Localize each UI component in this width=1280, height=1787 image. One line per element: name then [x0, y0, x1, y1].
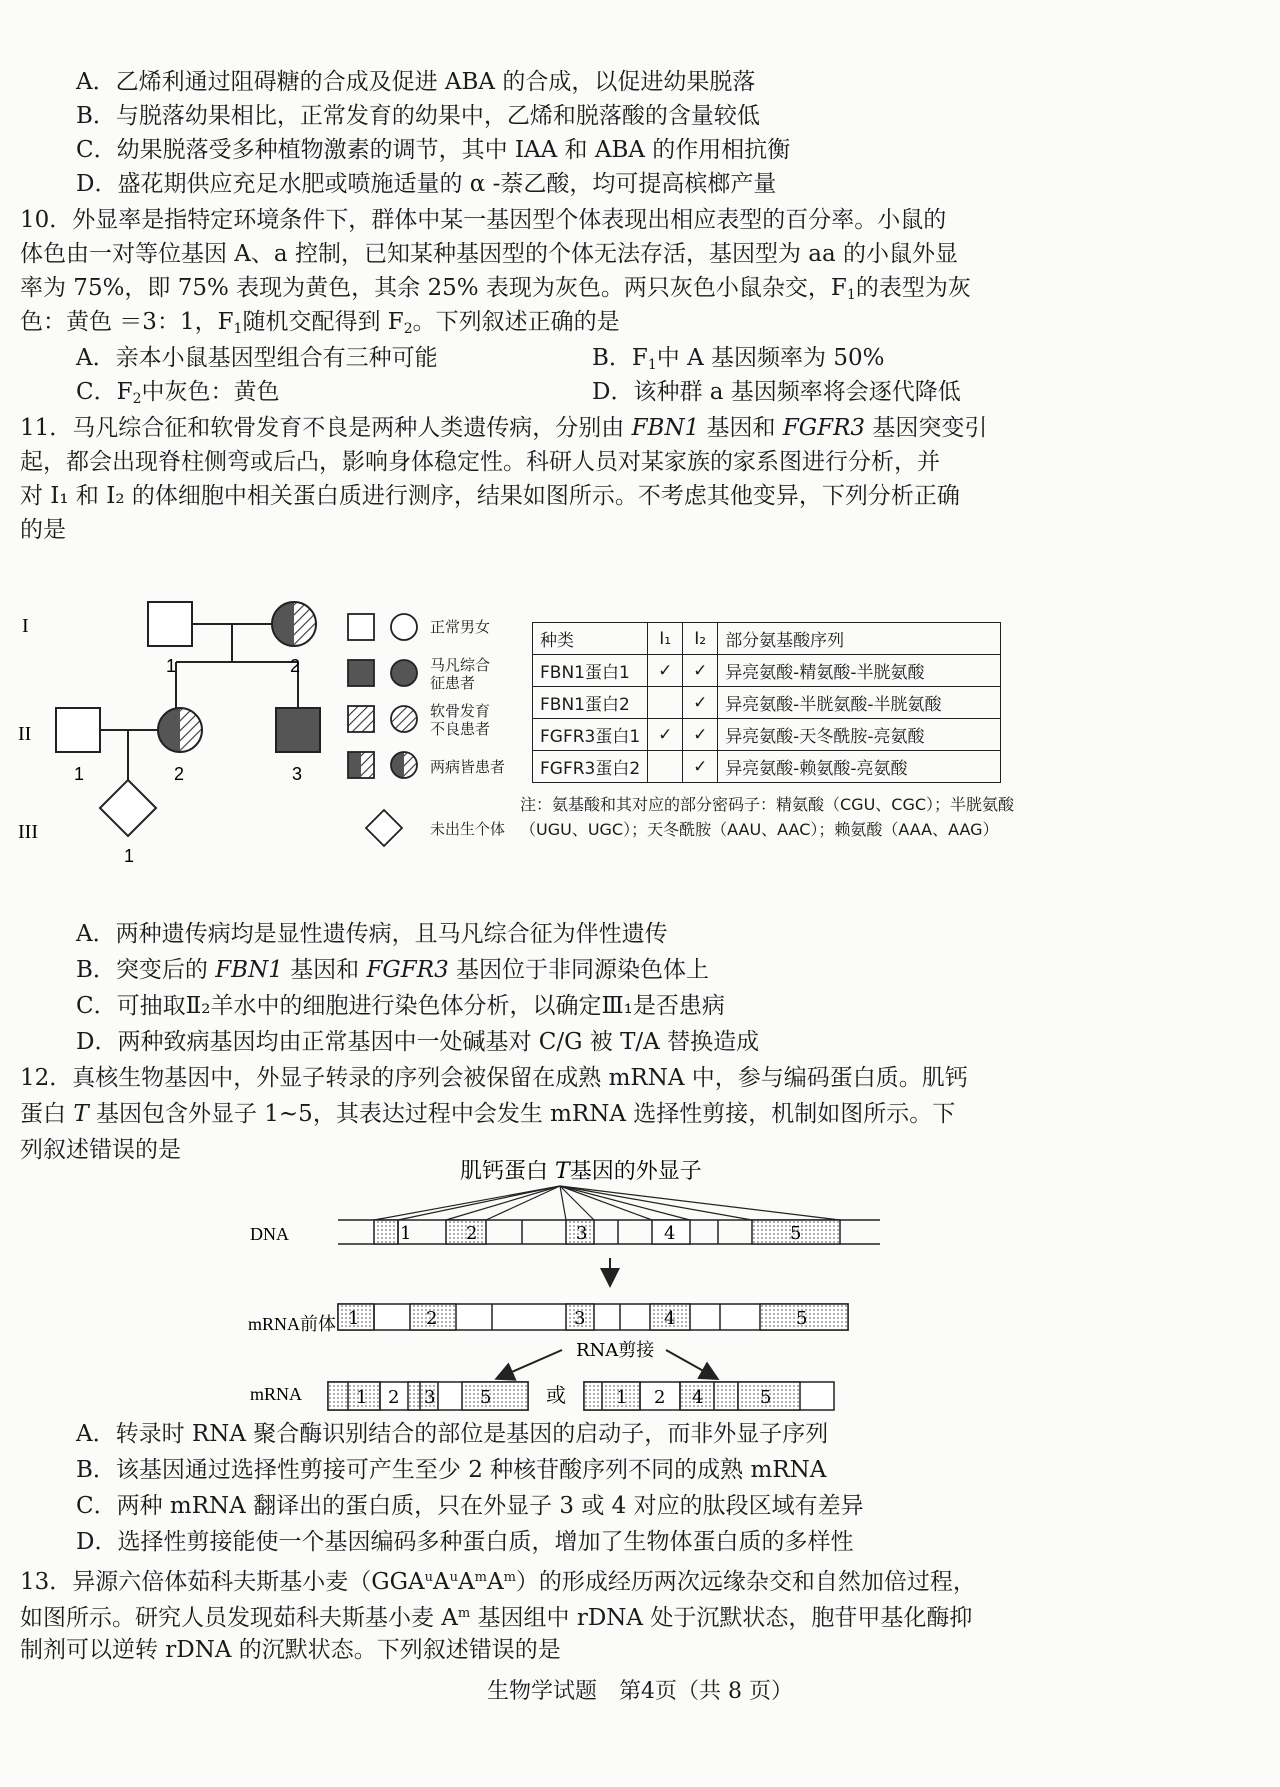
premrna-exon-label: 3	[574, 1308, 586, 1329]
ind-label: 2	[174, 764, 185, 784]
q12-option-c: C．两种 mRNA 翻译出的蛋白质，只在外显子 3 或 4 对应的肽段区域有差异	[76, 1493, 864, 1519]
table-cell: ✓	[683, 751, 718, 783]
q11-option-c: C．可抽取Ⅱ₂羊水中的细胞进行染色体分析，以确定Ⅲ₁是否患病	[76, 993, 725, 1019]
row-label-premrna: mRNA前体	[248, 1314, 337, 1334]
mrna-b-exon-label: 2	[654, 1387, 666, 1408]
table-header-row	[533, 623, 1001, 655]
mrna-b-exon-label: 4	[692, 1387, 704, 1408]
q11-option-d: D．两种致病基因均由正常基因中一处碱基对 C/G 被 T/A 替换造成	[76, 1029, 760, 1055]
q10-option-c: C．$F_2$中灰色：黄色	[76, 379, 280, 407]
pedigree-II3	[276, 708, 320, 752]
row-label-mrna: mRNA	[250, 1384, 303, 1404]
dna-exon-label: 1	[400, 1223, 412, 1244]
gen-label-III: III	[18, 821, 38, 843]
gen-label-II: II	[18, 723, 32, 745]
table-cell: 异亮氨酸-天冬酰胺-亮氨酸	[718, 719, 1001, 751]
q13-line-1: 13．异源六倍体茹科夫斯基小麦$(GGA^uA^uA^mA^m)$的形成经历两次远缘杂交和自然加倍过程，	[20, 1569, 976, 1595]
ind-label: 1	[124, 846, 135, 866]
table-header: I₁	[648, 623, 683, 655]
q10-line-3: 率为 75%，即 75% 表现为黄色，其余 25% 表现为灰色。两只灰色小鼠杂交，$F_1$的表型为灰	[20, 275, 971, 303]
table-cell: 异亮氨酸-半胱氨酸-半胱氨酸	[718, 687, 1001, 719]
premrna-exon-label: 5	[796, 1308, 808, 1329]
table-cell: FBN1蛋白2	[533, 687, 648, 719]
dna-exon-label: 5	[790, 1223, 802, 1244]
q11-line-3: 对 I₁ 和 I₂ 的体细胞中相关蛋白质进行测序，结果如图所示。不考虑其他变异，下列分析正确	[20, 483, 960, 509]
table-header: I₂	[683, 623, 718, 655]
page-footer: 生物学试题 第4页（共 8 页）	[487, 1679, 793, 1704]
legend-square-marfan	[348, 660, 374, 686]
dna-exon-label: 4	[664, 1223, 676, 1244]
q10-line-4: 色：黄色 ＝3：1，$F_1$随机交配得到 $F_2$。下列叙述正确的是	[20, 309, 620, 337]
q11-line-2: 起，都会出现脊柱侧弯或后凸，影响身体稳定性。科研人员对某家族的家系图进行分析，并	[20, 449, 940, 475]
protein-sequence-table	[532, 622, 1001, 783]
legend-label-both: 两病皆患者	[430, 758, 506, 776]
table-cell	[648, 687, 683, 719]
legend-diamond	[366, 810, 402, 846]
q11-line-1: 11．马凡综合征和软骨发育不良是两种人类遗传病，分别由 FBN1 基因和 FGFR3 基因突变引	[20, 415, 988, 441]
table-row	[533, 655, 1001, 687]
or-label: 或	[546, 1383, 566, 1407]
legend-square-both	[348, 752, 374, 778]
mrna-b-exon-label: 5	[760, 1387, 772, 1408]
q12-option-d: D．选择性剪接能使一个基因编码多种蛋白质，增加了生物体蛋白质的多样性	[76, 1529, 854, 1555]
gen-label-I: I	[22, 615, 29, 637]
table-cell: ✓	[683, 655, 718, 687]
q12-option-a: A．转录时 RNA 聚合酶识别结合的部位是基因的启动子，而非外显子序列	[76, 1421, 829, 1447]
pedigree-II2	[158, 708, 202, 752]
table-cell: 异亮氨酸-精氨酸-半胱氨酸	[718, 655, 1001, 687]
ind-label: 1	[74, 764, 85, 784]
splice-label: RNA剪接	[576, 1340, 655, 1361]
q10-option-a: A．亲本小鼠基因型组合有三种可能	[76, 345, 438, 371]
q10-line-2: 体色由一对等位基因 A、a 控制，已知某种基因型的个体无法存活，基因型为 aa 的小鼠外显	[20, 241, 958, 267]
row-label-dna: DNA	[250, 1224, 289, 1244]
q11-line-4: 的是	[20, 517, 66, 543]
legend-square-normal	[348, 614, 374, 640]
q10-option-d: D．该种群 a 基因频率将会逐代降低	[592, 379, 961, 405]
mrna-a-exon-label: 5	[480, 1387, 492, 1408]
pedigree-I2	[272, 602, 316, 646]
q12-line-2: 蛋白 T 基因包含外显子 1~5，其表达过程中会发生 mRNA 选择性剪接，机制如图所示。下	[20, 1101, 956, 1127]
table-header: 种类	[533, 623, 648, 655]
legend-circle-achondro	[391, 706, 417, 732]
gene-splicing-diagram	[240, 1160, 960, 1420]
table-row	[533, 687, 1001, 719]
legend-circle-normal	[391, 614, 417, 640]
q12-line-1: 12．真核生物基因中，外显子转录的序列会被保留在成熟 mRNA 中，参与编码蛋白质。肌钙	[20, 1065, 968, 1091]
legend-label-marfan: 马凡综合征患者	[430, 656, 491, 692]
table-cell: FGFR3蛋白2	[533, 751, 648, 783]
legend-label-normal: 正常男女	[430, 618, 491, 636]
pedigree-II1	[56, 708, 100, 752]
legend-label-achondro: 软骨发育不良患者	[430, 702, 491, 738]
dna-exon-label: 2	[466, 1223, 478, 1244]
premrna-exon-label: 2	[426, 1308, 438, 1329]
q11-option-b: B．突变后的 FBN1 基因和 FGFR3 基因位于非同源染色体上	[76, 957, 710, 983]
pedigree-III1	[100, 780, 156, 836]
q12-line-3: 列叙述错误的是	[20, 1137, 181, 1163]
mrna-a-exon-label: 2	[388, 1387, 400, 1408]
table-cell: FGFR3蛋白1	[533, 719, 648, 751]
q11-option-a: A．两种遗传病均是显性遗传病，且马凡综合征为伴性遗传	[76, 921, 668, 947]
table-row	[533, 751, 1001, 783]
table-cell: 异亮氨酸-赖氨酸-亮氨酸	[718, 751, 1001, 783]
legend-circle-both	[391, 752, 417, 778]
table-cell: ✓	[683, 719, 718, 751]
q12-option-b: B．该基因通过选择性剪接可产生至少 2 种核苷酸序列不同的成熟 mRNA	[76, 1457, 827, 1483]
q13-line-2: 如图所示。研究人员发现茹科夫斯基小麦 $A^m$ 基因组中 rDNA 处于沉默状态，胞苷甲基化酶抑	[20, 1605, 973, 1631]
q9-option-a: A．乙烯利通过阻碍糖的合成及促进 ABA 的合成，以促进幼果脱落	[76, 69, 756, 95]
codon-note: 注：氨基酸和其对应的部分密码子：精氨酸（CGU、CGC）；半胱氨酸（UGU、UGC）；天冬酰胺（AAU、AAC）；赖氨酸（AAA、AAG）	[520, 795, 1015, 839]
q9-option-d: D．盛花期供应充足水肥或喷施适量的 α -萘乙酸，均可提高槟榔产量	[76, 171, 777, 197]
table-header: 部分氨基酸序列	[718, 623, 1001, 655]
dna-exon-label: 3	[576, 1223, 588, 1244]
table-cell: FBN1蛋白1	[533, 655, 648, 687]
table-cell: ✓	[683, 687, 718, 719]
legend-circle-marfan	[391, 660, 417, 686]
ind-label: 3	[292, 764, 303, 784]
q9-option-b: B．与脱落幼果相比，正常发育的幼果中，乙烯和脱落酸的含量较低	[76, 103, 760, 129]
q10-option-b: B．$F_1$中 A 基因频率为 50%	[592, 345, 885, 373]
legend-square-achondro	[348, 706, 374, 732]
mrna-a-exon-label: 1	[356, 1387, 368, 1408]
pedigree-diagram	[18, 600, 518, 900]
figure-title: 肌钙蛋白 T基因的外显子	[460, 1160, 702, 1184]
premrna-exon-label: 4	[664, 1308, 676, 1329]
pedigree-I1	[148, 602, 192, 646]
mrna-b-exon-label: 1	[616, 1387, 628, 1408]
q9-option-c: C．幼果脱落受多种植物激素的调节，其中 IAA 和 ABA 的作用相抗衡	[76, 137, 791, 163]
table-cell: ✓	[648, 719, 683, 751]
table-row	[533, 719, 1001, 751]
ind-label: 1	[166, 656, 177, 676]
ind-label: 2	[290, 656, 301, 676]
q13-line-3: 制剂可以逆转 rDNA 的沉默状态。下列叙述错误的是	[20, 1637, 561, 1663]
table-cell: ✓	[648, 655, 683, 687]
table-cell	[648, 751, 683, 783]
q10-line-1: 10．外显率是指特定环境条件下，群体中某一基因型个体表现出相应表型的百分率。小鼠的	[20, 207, 947, 233]
legend-label-unborn: 未出生个体	[430, 820, 506, 838]
premrna-exon-label: 1	[348, 1308, 360, 1329]
mrna-a-exon-label: 3	[424, 1387, 436, 1408]
